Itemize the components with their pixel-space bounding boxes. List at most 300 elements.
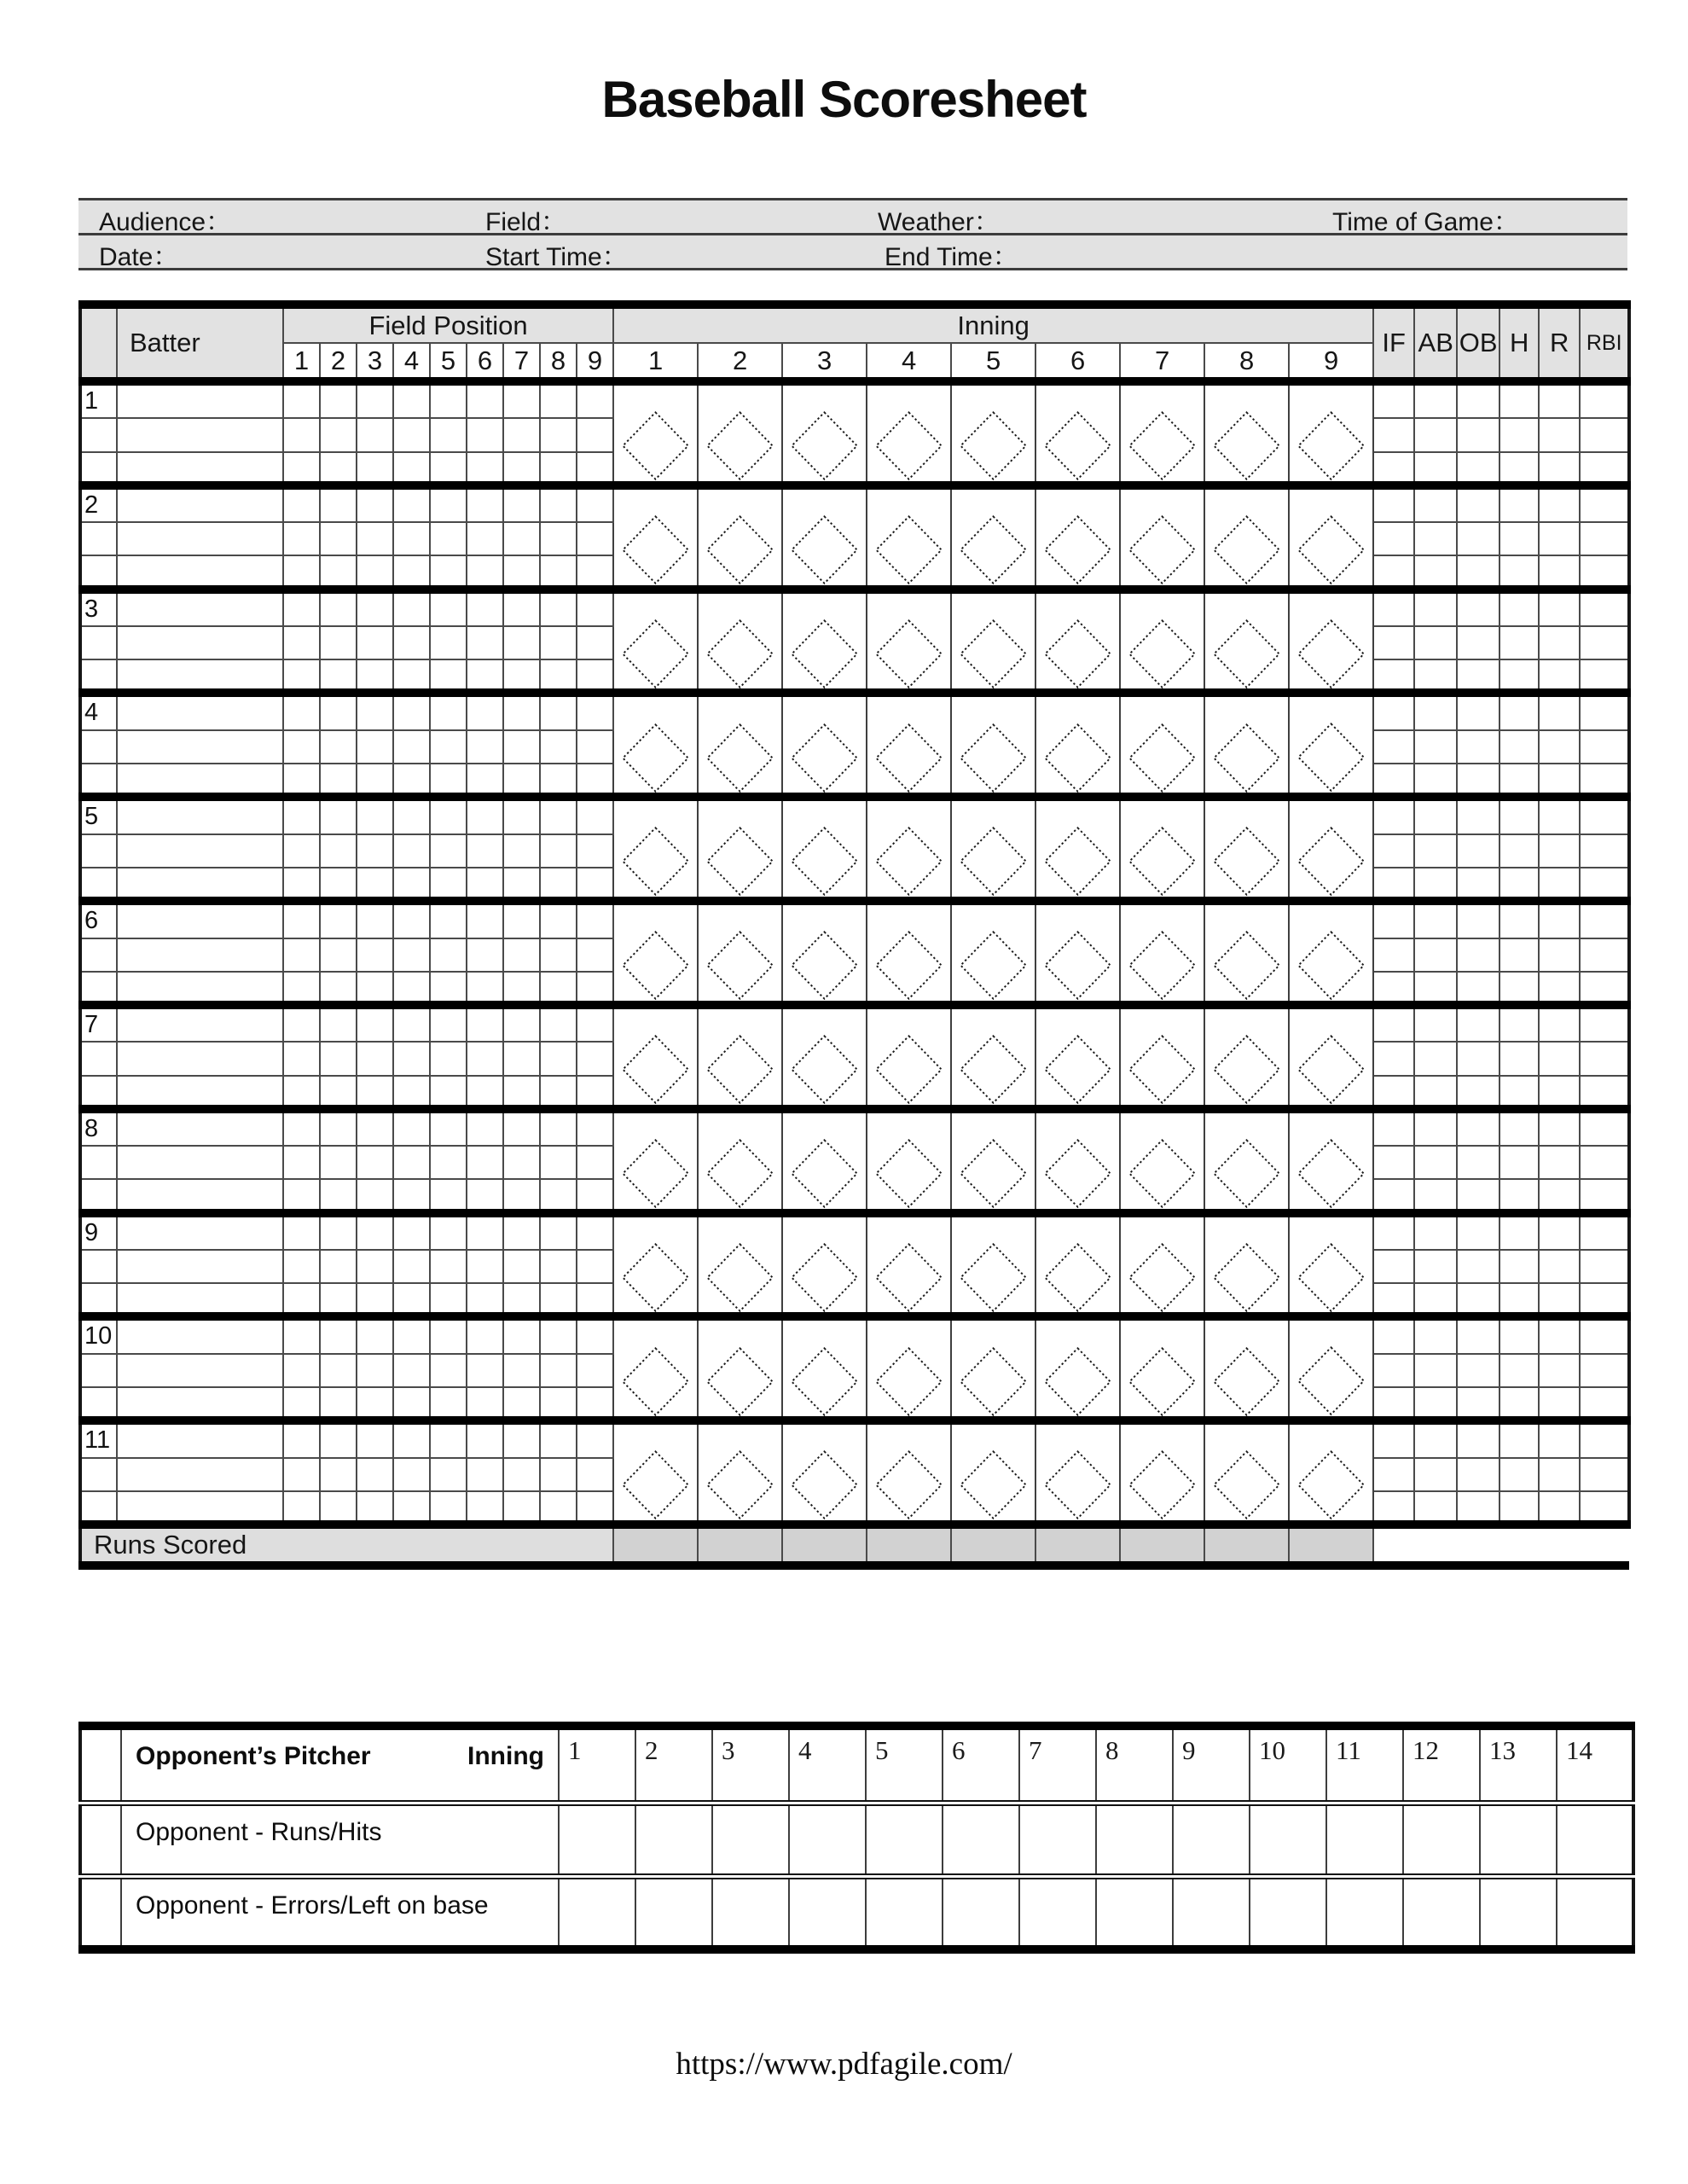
field-position-cell[interactable] bbox=[320, 1354, 357, 1387]
inning-cell[interactable] bbox=[1204, 590, 1289, 694]
field-position-cell[interactable] bbox=[503, 1458, 540, 1491]
field-position-cell[interactable] bbox=[393, 452, 430, 485]
field-position-cell[interactable] bbox=[430, 972, 467, 1005]
stat-cell-h[interactable] bbox=[1499, 834, 1539, 868]
opponent-inning-cell[interactable]: 2 bbox=[635, 1726, 712, 1803]
stat-cell-rbi[interactable] bbox=[1580, 418, 1629, 451]
field-position-cell[interactable] bbox=[357, 693, 393, 729]
stat-cell-rbi[interactable] bbox=[1580, 1420, 1629, 1457]
field-position-cell[interactable] bbox=[503, 1283, 540, 1316]
inning-cell[interactable] bbox=[613, 1213, 698, 1317]
opponent-data-cell[interactable] bbox=[1096, 1803, 1173, 1876]
inning-cell[interactable] bbox=[951, 1213, 1035, 1317]
field-position-cell[interactable] bbox=[503, 1005, 540, 1042]
inning-cell[interactable] bbox=[1035, 1005, 1120, 1109]
opponent-data-cell[interactable] bbox=[943, 1876, 1019, 1949]
batter-name-cell[interactable] bbox=[117, 1109, 283, 1146]
opponent-data-cell[interactable] bbox=[1250, 1803, 1326, 1876]
field-position-cell[interactable] bbox=[393, 1250, 430, 1283]
stat-cell-r[interactable] bbox=[1539, 834, 1580, 868]
stat-cell-ob[interactable] bbox=[1457, 901, 1499, 938]
batter-name-cell[interactable] bbox=[117, 764, 283, 797]
field-position-cell[interactable] bbox=[430, 693, 467, 729]
inning-cell[interactable] bbox=[1120, 1420, 1204, 1525]
field-position-cell[interactable] bbox=[577, 626, 613, 659]
inning-cell[interactable] bbox=[1204, 797, 1289, 901]
stat-cell-h[interactable] bbox=[1499, 1076, 1539, 1109]
stat-cell-if[interactable] bbox=[1373, 797, 1414, 834]
field-position-cell[interactable] bbox=[503, 381, 540, 418]
field-position-cell[interactable] bbox=[283, 938, 320, 972]
field-position-cell[interactable] bbox=[357, 659, 393, 693]
stat-cell-rbi[interactable] bbox=[1580, 555, 1629, 589]
stat-cell-ab[interactable] bbox=[1414, 1354, 1457, 1387]
field-position-cell[interactable] bbox=[393, 1042, 430, 1075]
inning-cell[interactable] bbox=[1204, 381, 1289, 485]
field-position-cell[interactable] bbox=[577, 452, 613, 485]
stat-cell-r[interactable] bbox=[1539, 418, 1580, 451]
stat-cell-r[interactable] bbox=[1539, 1146, 1580, 1179]
inning-cell[interactable] bbox=[698, 1213, 782, 1317]
stat-cell-ab[interactable] bbox=[1414, 764, 1457, 797]
field-position-cell[interactable] bbox=[320, 901, 357, 938]
inning-cell[interactable] bbox=[782, 1316, 867, 1420]
inning-cell[interactable] bbox=[782, 1109, 867, 1213]
stat-cell-ab[interactable] bbox=[1414, 1213, 1457, 1250]
stat-cell-r[interactable] bbox=[1539, 693, 1580, 729]
inning-cell[interactable] bbox=[1289, 485, 1373, 590]
field-position-cell[interactable] bbox=[503, 868, 540, 901]
stat-cell-r[interactable] bbox=[1539, 938, 1580, 972]
field-position-cell[interactable] bbox=[320, 1250, 357, 1283]
field-position-cell[interactable] bbox=[320, 1076, 357, 1109]
field-position-cell[interactable] bbox=[283, 730, 320, 764]
inning-cell[interactable] bbox=[1120, 1005, 1204, 1109]
field-position-cell[interactable] bbox=[503, 797, 540, 834]
inning-cell[interactable] bbox=[867, 485, 951, 590]
stat-cell-if[interactable] bbox=[1373, 522, 1414, 555]
field-position-cell[interactable] bbox=[467, 1420, 503, 1457]
field-position-cell[interactable] bbox=[467, 938, 503, 972]
field-position-cell[interactable] bbox=[467, 590, 503, 626]
field-position-cell[interactable] bbox=[320, 938, 357, 972]
field-position-cell[interactable] bbox=[503, 834, 540, 868]
field-position-cell[interactable] bbox=[577, 901, 613, 938]
stat-cell-ab[interactable] bbox=[1414, 1042, 1457, 1075]
field-position-cell[interactable] bbox=[503, 1250, 540, 1283]
stat-cell-h[interactable] bbox=[1499, 764, 1539, 797]
footer-url[interactable]: https://www.pdfagile.com/ bbox=[676, 2047, 1012, 2082]
stat-cell-r[interactable] bbox=[1539, 1213, 1580, 1250]
inning-cell[interactable] bbox=[613, 693, 698, 797]
field-position-cell[interactable] bbox=[503, 764, 540, 797]
field-position-cell[interactable] bbox=[393, 659, 430, 693]
stat-cell-if[interactable] bbox=[1373, 590, 1414, 626]
field-position-cell[interactable] bbox=[430, 938, 467, 972]
stat-cell-r[interactable] bbox=[1539, 590, 1580, 626]
field-position-cell[interactable] bbox=[467, 522, 503, 555]
field-position-cell[interactable] bbox=[393, 868, 430, 901]
stat-cell-ab[interactable] bbox=[1414, 418, 1457, 451]
inning-cell[interactable] bbox=[782, 485, 867, 590]
opponent-data-cell[interactable] bbox=[866, 1876, 943, 1949]
batter-name-cell[interactable] bbox=[117, 834, 283, 868]
stat-cell-if[interactable] bbox=[1373, 659, 1414, 693]
start-time-field[interactable] bbox=[485, 235, 885, 273]
stat-cell-h[interactable] bbox=[1499, 522, 1539, 555]
field-position-cell[interactable] bbox=[393, 485, 430, 522]
stat-cell-ob[interactable] bbox=[1457, 555, 1499, 589]
field-position-cell[interactable] bbox=[577, 418, 613, 451]
stat-cell-rbi[interactable] bbox=[1580, 659, 1629, 693]
inning-cell[interactable] bbox=[1204, 1109, 1289, 1213]
field-position-cell[interactable] bbox=[283, 834, 320, 868]
opponent-inning-cell[interactable]: 3 bbox=[712, 1726, 789, 1803]
stat-cell-rbi[interactable] bbox=[1580, 834, 1629, 868]
inning-cell[interactable] bbox=[1120, 485, 1204, 590]
field-position-cell[interactable] bbox=[357, 1213, 393, 1250]
field-position-cell[interactable] bbox=[577, 693, 613, 729]
opponent-data-cell[interactable] bbox=[1250, 1876, 1326, 1949]
stat-cell-ab[interactable] bbox=[1414, 659, 1457, 693]
inning-cell[interactable] bbox=[1120, 901, 1204, 1005]
stat-cell-h[interactable] bbox=[1499, 868, 1539, 901]
inning-cell[interactable] bbox=[1035, 1316, 1120, 1420]
inning-cell[interactable] bbox=[1289, 797, 1373, 901]
opponent-inning-cell[interactable]: 4 bbox=[789, 1726, 866, 1803]
field-position-cell[interactable] bbox=[540, 1179, 577, 1212]
stat-cell-rbi[interactable] bbox=[1580, 901, 1629, 938]
stat-cell-ob[interactable] bbox=[1457, 1354, 1499, 1387]
field-position-cell[interactable] bbox=[503, 1076, 540, 1109]
opponent-data-cell[interactable] bbox=[1173, 1803, 1250, 1876]
stat-cell-h[interactable] bbox=[1499, 693, 1539, 729]
field-position-cell[interactable] bbox=[320, 1387, 357, 1420]
stat-cell-h[interactable] bbox=[1499, 901, 1539, 938]
inning-cell[interactable] bbox=[867, 797, 951, 901]
stat-cell-ob[interactable] bbox=[1457, 764, 1499, 797]
field-position-cell[interactable] bbox=[467, 1283, 503, 1316]
field-position-cell[interactable] bbox=[503, 730, 540, 764]
runs-scored-cell[interactable] bbox=[1204, 1525, 1289, 1565]
field-position-cell[interactable] bbox=[357, 522, 393, 555]
field-position-cell[interactable] bbox=[357, 764, 393, 797]
stat-cell-r[interactable] bbox=[1539, 1387, 1580, 1420]
inning-cell[interactable] bbox=[1035, 797, 1120, 901]
opponent-data-cell[interactable] bbox=[943, 1803, 1019, 1876]
batter-name-cell[interactable] bbox=[117, 1146, 283, 1179]
opponent-data-cell[interactable] bbox=[1480, 1876, 1557, 1949]
field-position-cell[interactable] bbox=[283, 1146, 320, 1179]
field-position-cell[interactable] bbox=[577, 1491, 613, 1525]
batter-name-cell[interactable] bbox=[117, 452, 283, 485]
stat-cell-ob[interactable] bbox=[1457, 1458, 1499, 1491]
stat-cell-ob[interactable] bbox=[1457, 1179, 1499, 1212]
stat-cell-ab[interactable] bbox=[1414, 1420, 1457, 1457]
field-position-cell[interactable] bbox=[357, 868, 393, 901]
stat-cell-ob[interactable] bbox=[1457, 1387, 1499, 1420]
field-position-cell[interactable] bbox=[393, 1354, 430, 1387]
field-position-cell[interactable] bbox=[320, 485, 357, 522]
field-position-cell[interactable] bbox=[577, 834, 613, 868]
field-position-cell[interactable] bbox=[540, 797, 577, 834]
field-position-cell[interactable] bbox=[503, 1491, 540, 1525]
inning-cell[interactable] bbox=[1035, 1213, 1120, 1317]
field-position-cell[interactable] bbox=[357, 901, 393, 938]
opponent-inning-cell[interactable]: 5 bbox=[866, 1726, 943, 1803]
inning-cell[interactable] bbox=[951, 797, 1035, 901]
stat-cell-if[interactable] bbox=[1373, 1354, 1414, 1387]
field-position-cell[interactable] bbox=[393, 901, 430, 938]
field-position-cell[interactable] bbox=[577, 1420, 613, 1457]
stat-cell-h[interactable] bbox=[1499, 1458, 1539, 1491]
field-position-cell[interactable] bbox=[540, 1354, 577, 1387]
inning-cell[interactable] bbox=[698, 1316, 782, 1420]
stat-cell-ab[interactable] bbox=[1414, 693, 1457, 729]
stat-cell-ob[interactable] bbox=[1457, 938, 1499, 972]
stat-cell-rbi[interactable] bbox=[1580, 868, 1629, 901]
field-position-cell[interactable] bbox=[320, 972, 357, 1005]
field-position-cell[interactable] bbox=[540, 834, 577, 868]
opponent-data-cell[interactable] bbox=[1480, 1803, 1557, 1876]
inning-cell[interactable] bbox=[951, 590, 1035, 694]
opponent-data-cell[interactable] bbox=[712, 1803, 789, 1876]
field-position-cell[interactable] bbox=[540, 972, 577, 1005]
field-position-cell[interactable] bbox=[540, 1283, 577, 1316]
runs-scored-cell[interactable] bbox=[698, 1525, 782, 1565]
field-position-cell[interactable] bbox=[503, 1179, 540, 1212]
inning-cell[interactable] bbox=[613, 1005, 698, 1109]
opponent-data-cell[interactable] bbox=[1096, 1876, 1173, 1949]
field-position-cell[interactable] bbox=[467, 764, 503, 797]
batter-name-cell[interactable] bbox=[117, 522, 283, 555]
inning-cell[interactable] bbox=[1120, 1316, 1204, 1420]
inning-cell[interactable] bbox=[698, 901, 782, 1005]
field-position-cell[interactable] bbox=[430, 1146, 467, 1179]
inning-cell[interactable] bbox=[1204, 1420, 1289, 1525]
field-position-cell[interactable] bbox=[357, 381, 393, 418]
batter-name-cell[interactable] bbox=[117, 972, 283, 1005]
stat-cell-if[interactable] bbox=[1373, 693, 1414, 729]
stat-cell-rbi[interactable] bbox=[1580, 1354, 1629, 1387]
stat-cell-r[interactable] bbox=[1539, 797, 1580, 834]
field-position-cell[interactable] bbox=[503, 901, 540, 938]
stat-cell-h[interactable] bbox=[1499, 972, 1539, 1005]
inning-cell[interactable] bbox=[1289, 1005, 1373, 1109]
stat-cell-ab[interactable] bbox=[1414, 1458, 1457, 1491]
field-position-cell[interactable] bbox=[357, 972, 393, 1005]
field-position-cell[interactable] bbox=[320, 868, 357, 901]
stat-cell-if[interactable] bbox=[1373, 1491, 1414, 1525]
field-position-cell[interactable] bbox=[393, 1420, 430, 1457]
stat-cell-rbi[interactable] bbox=[1580, 1179, 1629, 1212]
stat-cell-if[interactable] bbox=[1373, 381, 1414, 418]
stat-cell-ob[interactable] bbox=[1457, 1420, 1499, 1457]
stat-cell-r[interactable] bbox=[1539, 764, 1580, 797]
field-position-cell[interactable] bbox=[393, 1109, 430, 1146]
batter-name-cell[interactable] bbox=[117, 1316, 283, 1353]
field-position-cell[interactable] bbox=[357, 418, 393, 451]
field-position-cell[interactable] bbox=[320, 764, 357, 797]
stat-cell-if[interactable] bbox=[1373, 485, 1414, 522]
stat-cell-r[interactable] bbox=[1539, 555, 1580, 589]
inning-cell[interactable] bbox=[951, 485, 1035, 590]
field-position-cell[interactable] bbox=[283, 764, 320, 797]
batter-name-cell[interactable] bbox=[117, 1076, 283, 1109]
field-position-cell[interactable] bbox=[467, 381, 503, 418]
stat-cell-r[interactable] bbox=[1539, 1250, 1580, 1283]
stat-cell-ab[interactable] bbox=[1414, 972, 1457, 1005]
field-position-cell[interactable] bbox=[320, 590, 357, 626]
stat-cell-rbi[interactable] bbox=[1580, 1042, 1629, 1075]
opponent-data-cell[interactable] bbox=[559, 1803, 635, 1876]
stat-cell-if[interactable] bbox=[1373, 1076, 1414, 1109]
field-position-cell[interactable] bbox=[320, 693, 357, 729]
inning-cell[interactable] bbox=[698, 1420, 782, 1525]
weather-field[interactable] bbox=[878, 200, 1332, 238]
field-position-cell[interactable] bbox=[467, 868, 503, 901]
stat-cell-ob[interactable] bbox=[1457, 1316, 1499, 1353]
stat-cell-rbi[interactable] bbox=[1580, 1250, 1629, 1283]
field-position-cell[interactable] bbox=[393, 1387, 430, 1420]
field-position-cell[interactable] bbox=[540, 1420, 577, 1457]
stat-cell-r[interactable] bbox=[1539, 1420, 1580, 1457]
inning-cell[interactable] bbox=[1204, 1005, 1289, 1109]
inning-cell[interactable] bbox=[782, 590, 867, 694]
stat-cell-r[interactable] bbox=[1539, 972, 1580, 1005]
field-position-cell[interactable] bbox=[283, 901, 320, 938]
inning-cell[interactable] bbox=[951, 693, 1035, 797]
stat-cell-ab[interactable] bbox=[1414, 485, 1457, 522]
field-position-cell[interactable] bbox=[577, 1250, 613, 1283]
field-position-cell[interactable] bbox=[430, 485, 467, 522]
stat-cell-ob[interactable] bbox=[1457, 590, 1499, 626]
stat-cell-rbi[interactable] bbox=[1580, 693, 1629, 729]
stat-cell-r[interactable] bbox=[1539, 901, 1580, 938]
stat-cell-rbi[interactable] bbox=[1580, 626, 1629, 659]
field-position-cell[interactable] bbox=[430, 1283, 467, 1316]
stat-cell-h[interactable] bbox=[1499, 797, 1539, 834]
inning-cell[interactable] bbox=[951, 1005, 1035, 1109]
inning-cell[interactable] bbox=[1204, 901, 1289, 1005]
stat-cell-ab[interactable] bbox=[1414, 1387, 1457, 1420]
field-position-cell[interactable] bbox=[283, 1250, 320, 1283]
field-position-cell[interactable] bbox=[577, 1458, 613, 1491]
stat-cell-if[interactable] bbox=[1373, 1213, 1414, 1250]
stat-cell-rbi[interactable] bbox=[1580, 1283, 1629, 1316]
stat-cell-ob[interactable] bbox=[1457, 381, 1499, 418]
inning-cell[interactable] bbox=[782, 797, 867, 901]
field-position-cell[interactable] bbox=[393, 381, 430, 418]
field-position-cell[interactable] bbox=[467, 1179, 503, 1212]
stat-cell-rbi[interactable] bbox=[1580, 797, 1629, 834]
field-position-cell[interactable] bbox=[577, 764, 613, 797]
field-position-cell[interactable] bbox=[430, 1179, 467, 1212]
stat-cell-if[interactable] bbox=[1373, 626, 1414, 659]
field-position-cell[interactable] bbox=[430, 834, 467, 868]
stat-cell-if[interactable] bbox=[1373, 1283, 1414, 1316]
opponent-data-cell[interactable] bbox=[1557, 1803, 1633, 1876]
field-position-cell[interactable] bbox=[540, 1250, 577, 1283]
field-position-cell[interactable] bbox=[283, 1491, 320, 1525]
end-time-field[interactable] bbox=[885, 235, 1627, 273]
field-position-cell[interactable] bbox=[503, 1420, 540, 1457]
field-position-cell[interactable] bbox=[430, 764, 467, 797]
field-position-cell[interactable] bbox=[393, 693, 430, 729]
field-position-cell[interactable] bbox=[503, 1109, 540, 1146]
field-position-cell[interactable] bbox=[540, 1042, 577, 1075]
field-position-cell[interactable] bbox=[283, 693, 320, 729]
batter-name-cell[interactable] bbox=[117, 1005, 283, 1042]
stat-cell-if[interactable] bbox=[1373, 418, 1414, 451]
field-position-cell[interactable] bbox=[577, 1179, 613, 1212]
opponent-data-cell[interactable] bbox=[789, 1803, 866, 1876]
field-position-cell[interactable] bbox=[393, 730, 430, 764]
field-position-cell[interactable] bbox=[357, 452, 393, 485]
field-position-cell[interactable] bbox=[320, 797, 357, 834]
field-position-cell[interactable] bbox=[540, 693, 577, 729]
field-position-cell[interactable] bbox=[577, 1354, 613, 1387]
field-position-cell[interactable] bbox=[540, 730, 577, 764]
stat-cell-rbi[interactable] bbox=[1580, 452, 1629, 485]
field-position-cell[interactable] bbox=[393, 555, 430, 589]
batter-name-cell[interactable] bbox=[117, 590, 283, 626]
field-position-cell[interactable] bbox=[430, 901, 467, 938]
field-position-cell[interactable] bbox=[393, 1316, 430, 1353]
inning-cell[interactable] bbox=[1120, 1109, 1204, 1213]
stat-cell-if[interactable] bbox=[1373, 1109, 1414, 1146]
stat-cell-rbi[interactable] bbox=[1580, 590, 1629, 626]
stat-cell-ab[interactable] bbox=[1414, 1283, 1457, 1316]
field-position-cell[interactable] bbox=[393, 1146, 430, 1179]
stat-cell-ab[interactable] bbox=[1414, 555, 1457, 589]
inning-cell[interactable] bbox=[613, 797, 698, 901]
inning-cell[interactable] bbox=[1204, 1316, 1289, 1420]
stat-cell-ab[interactable] bbox=[1414, 381, 1457, 418]
field-position-cell[interactable] bbox=[320, 1213, 357, 1250]
batter-name-cell[interactable] bbox=[117, 418, 283, 451]
field-position-cell[interactable] bbox=[283, 590, 320, 626]
field-position-cell[interactable] bbox=[503, 1146, 540, 1179]
stat-cell-ob[interactable] bbox=[1457, 1042, 1499, 1075]
inning-cell[interactable] bbox=[1204, 1213, 1289, 1317]
stat-cell-rbi[interactable] bbox=[1580, 1005, 1629, 1042]
inning-cell[interactable] bbox=[698, 797, 782, 901]
field-position-cell[interactable] bbox=[540, 418, 577, 451]
stat-cell-ab[interactable] bbox=[1414, 868, 1457, 901]
stat-cell-ob[interactable] bbox=[1457, 522, 1499, 555]
field-position-cell[interactable] bbox=[540, 381, 577, 418]
field-position-cell[interactable] bbox=[540, 1109, 577, 1146]
field-position-cell[interactable] bbox=[430, 418, 467, 451]
field-position-cell[interactable] bbox=[467, 834, 503, 868]
field-position-cell[interactable] bbox=[467, 1491, 503, 1525]
field-position-cell[interactable] bbox=[430, 1354, 467, 1387]
stat-cell-r[interactable] bbox=[1539, 659, 1580, 693]
opponent-data-cell[interactable] bbox=[866, 1803, 943, 1876]
field-position-cell[interactable] bbox=[503, 1387, 540, 1420]
date-field[interactable] bbox=[99, 235, 485, 273]
field-position-cell[interactable] bbox=[320, 1491, 357, 1525]
opponent-inning-cell[interactable]: 14 bbox=[1557, 1726, 1633, 1803]
stat-cell-if[interactable] bbox=[1373, 1316, 1414, 1353]
stat-cell-if[interactable] bbox=[1373, 972, 1414, 1005]
stat-cell-h[interactable] bbox=[1499, 1283, 1539, 1316]
field-position-cell[interactable] bbox=[467, 1146, 503, 1179]
field-position-cell[interactable] bbox=[393, 590, 430, 626]
field-position-cell[interactable] bbox=[357, 1146, 393, 1179]
stat-cell-rbi[interactable] bbox=[1580, 1387, 1629, 1420]
